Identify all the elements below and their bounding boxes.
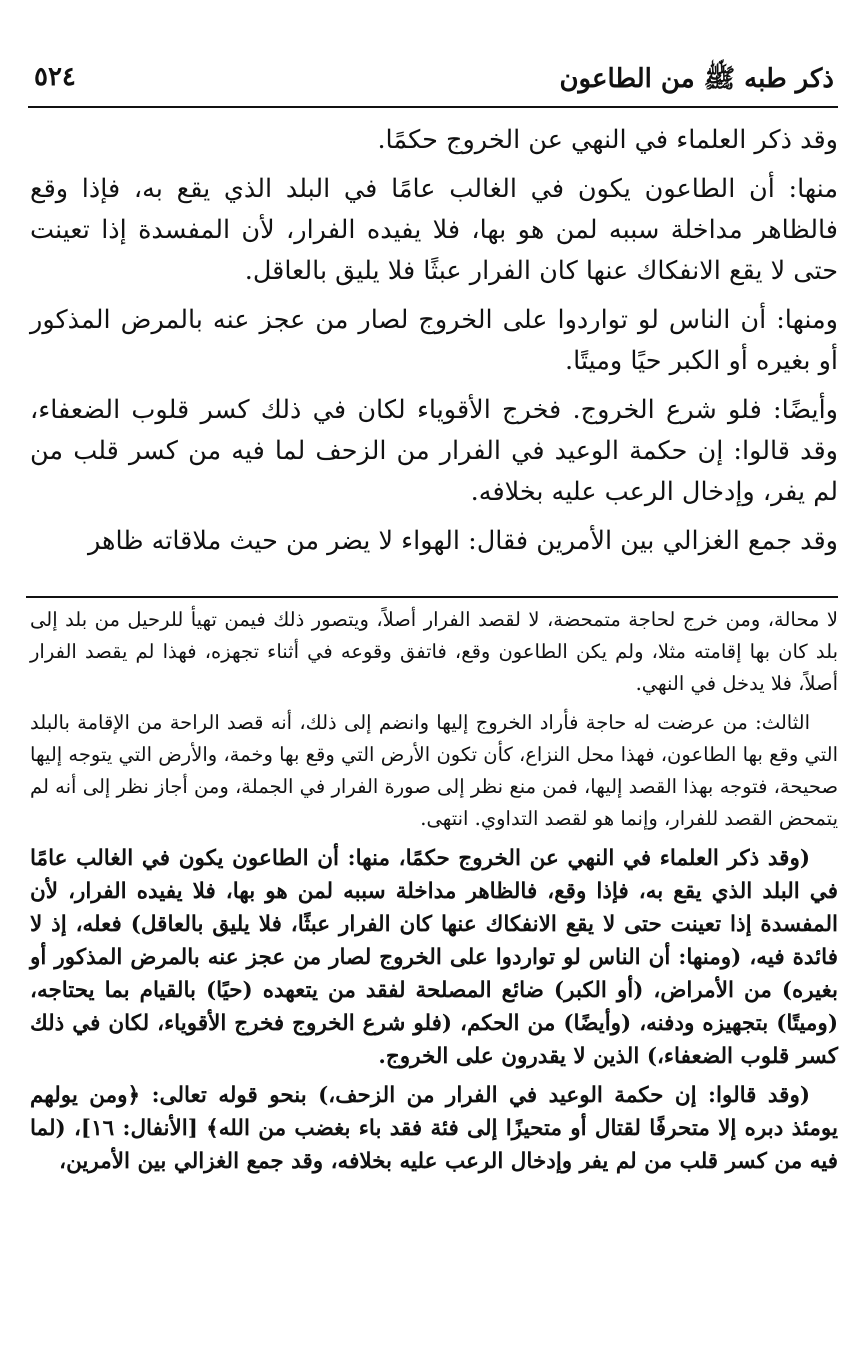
- main-text: [30, 120, 838, 570]
- commentary-paragraph: (وقد قالوا: إن حكمة الوعيد في الفرار من الزحف،) بنحو قوله تعالى: ﴿ومن يولهم يومئذ دبره إلا متحرفًا لقتال أو متحيزًا إلى فئة فقد باء بغضب من الله﴾ [الأنفال: ١٦]، (لما فيه من كسر قلب من لم يفر وإدخال الرعب عليه بخلافه، وقد جمع الغزالي بين الأمرين،: [30, 1083, 838, 1174]
- header-rule: [28, 106, 838, 108]
- footnote-separator: [26, 596, 838, 598]
- main-paragraph: وقد ذكر العلماء في النهي عن الخروج حكمًا.: [377, 125, 838, 155]
- running-title: ذكر طبه ﷺ من الطاعون: [559, 64, 834, 94]
- page-number: ٥٢٤: [34, 62, 76, 92]
- page-header: [28, 52, 838, 108]
- commentary-paragraph: (وقد ذكر العلماء في النهي عن الخروج حكمًا، منها: أن الطاعون يكون في الغالب عامًا في البلد الذي يقع به، فإذا وقع، فالظاهر مداخلة سببه لمن هو بها، فلا يفيده الفرار، لأن المفسدة إذا تعينت حتى لا يقع الانفكاك عنها كان الفرار عبثًا، فلا يليق بالعاقل) فعله، إذ لا فائدة فيه، (ومنها: أن الناس لو تواردوا على الخروج لصار من عجز عنه بالمرض المذكور أو بغيره) من الأمراض، (أو الكبر) ضائع المصلحة لفقد من يتعهده (حيًا) بالقيام بما يحتاجه، (وميتًا) بتجهيزه ودفنه، (وأيضًا) من الحكم، (فلو شرع الخروج فخرج الأقوياء، لكان في ذلك كسر قلوب الضعفاء،) الذين لا يقدرون على الخروج.: [30, 846, 838, 1069]
- main-paragraph: وقد جمع الغزالي بين الأمرين فقال: الهواء لا يضر من حيث ملاقاته ظاهر: [87, 526, 838, 556]
- footnote-paragraph: الثالث: من عرضت له حاجة فأراد الخروج إليها وانضم إلى ذلك، أنه قصد الراحة من الإقامة بالبلد التي وقع بها الطاعون، فهذا محل النزاع، كأن تكون الأرض التي وقع بها وخمة، والأرض التي يتوجه إليها صحيحة، فتوجه بهذا القصد إليها، فمن منع نظر إلى صورة الفرار في الجملة، ومن أجاز نظر إلى أنه لم يتمحض القصد للفرار، وإنما هو لقصد التداوي. انتهى.: [30, 711, 838, 830]
- notes-section: [30, 604, 838, 1184]
- main-paragraph: ومنها: أن الناس لو تواردوا على الخروج لصار من عجز عنه بالمرض المذكور أو بغيره أو الكبر حيًا وميتًا.: [30, 305, 838, 376]
- main-paragraph: منها: أن الطاعون يكون في الغالب عامًا في البلد الذي يقع به، فإذا وقع فالظاهر مداخلة سببه لمن هو بها، فلا يفيده الفرار، لأن المفسدة إذا تعينت حتى لا يقع الانفكاك عنها كان الفرار عبثًا فلا يليق بالعاقل.: [30, 174, 838, 286]
- main-paragraph: وأيضًا: فلو شرع الخروج. فخرج الأقوياء لكان في ذلك كسر قلوب الضعفاء، وقد قالوا: إن حكمة الوعيد في الفرار من الزحف لما فيه من كسر قلب من لم يفر، وإدخال الرعب عليه بخلافه.: [30, 395, 838, 507]
- footnote-paragraph: لا محالة، ومن خرج لحاجة متمحضة، لا لقصد الفرار أصلاً، ويتصور ذلك فيمن تهيأ للرحيل من بلد إلى بلد كان بها إقامته مثلا، ولم يكن الطاعون وقع، فاتفق وقوعه في أثناء تجهزه، فهذا لم يقصد الفرار أصلاً، فلا يدخل في النهي.: [30, 608, 838, 695]
